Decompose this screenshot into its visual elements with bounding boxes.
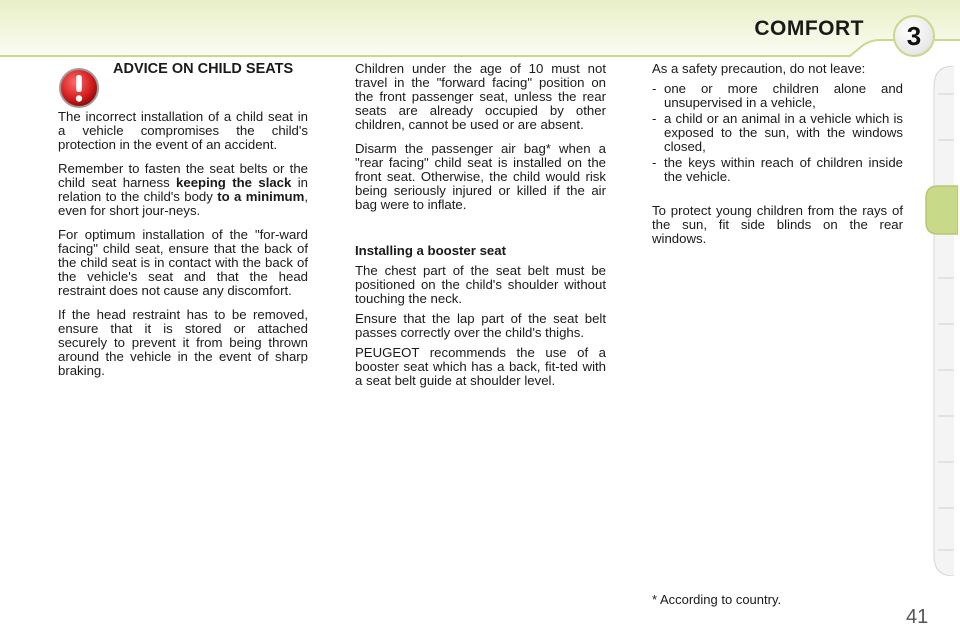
paragraph-lap-belt: Ensure that the lap part of the seat belt passes correctly over the child's thighs.	[355, 311, 606, 340]
safety-list	[652, 82, 903, 184]
list-item: - one or more children alone and unsupervised in a vehicle,	[652, 82, 903, 110]
column-middle	[355, 62, 606, 398]
column-right	[652, 62, 903, 256]
paragraph-under-10: Children under the age of 10 must not travel in the "forward facing" position on the front passenger seat, unless the rear seats are already occupied by other children, cannot be used or are absent.	[355, 61, 606, 132]
page-header	[0, 0, 960, 62]
paragraph-sun-blinds: To protect young children from the rays of the sun, fit side blinds on the rear windows.	[652, 203, 903, 246]
chapter-tabs	[928, 66, 954, 576]
paragraph-chest-belt: The chest part of the seat belt must be positioned on the child's shoulder without touching the neck.	[355, 263, 606, 306]
column-left	[58, 110, 308, 388]
section-title: COMFORT	[754, 17, 864, 40]
paragraph-peugeot-recommends: PEUGEOT recommends the use of a booster seat which has a back, fit-ted with a seat belt guide at shoulder level.	[355, 345, 606, 388]
list-item: - a child or an animal in a vehicle which is exposed to the sun, with the windows closed,	[652, 112, 903, 154]
footnote: * According to country.	[652, 592, 782, 607]
warning-icon	[58, 67, 100, 109]
paragraph-fasten-belts: Remember to fasten the seat belts or the child seat harness keeping the slack in relation to the child's body to a minimum, even for short jour-neys.	[58, 161, 309, 218]
chapter-number-badge: 3	[893, 15, 935, 57]
page-number: 41	[906, 606, 929, 628]
paragraph-disarm-airbag: Disarm the passenger air bag* when a "rear facing" child seat is installed on the front seat. Otherwise, the child would risk being seriously injured or killed if the air bag were to inflate.	[355, 141, 606, 212]
list-item: - the keys within reach of children inside the vehicle.	[652, 156, 903, 184]
tab-chapter-3[interactable]	[924, 184, 958, 236]
advice-title: ADVICE ON CHILD SEATS	[113, 61, 294, 77]
paragraph-head-restraint: If the head restraint has to be removed, ensure that it is stored or attached securely to prevent it from being thrown around the vehicle in the event of sharp braking.	[58, 307, 308, 378]
paragraph-safety-intro: As a safety precaution, do not leave:	[652, 61, 866, 76]
paragraph-forward-facing: For optimum installation of the "for-ward facing" child seat, ensure that the back of the child seat is in contact with the back of the vehicle's seat and that the head restraint does not cause any discomfort.	[58, 227, 308, 298]
tab-strip	[928, 66, 954, 576]
subheading-booster-seat: Installing a booster seat	[355, 243, 506, 258]
paragraph-incorrect-installation: The incorrect installation of a child seat in a vehicle compromises the child's protection in the event of an accident.	[58, 109, 308, 152]
